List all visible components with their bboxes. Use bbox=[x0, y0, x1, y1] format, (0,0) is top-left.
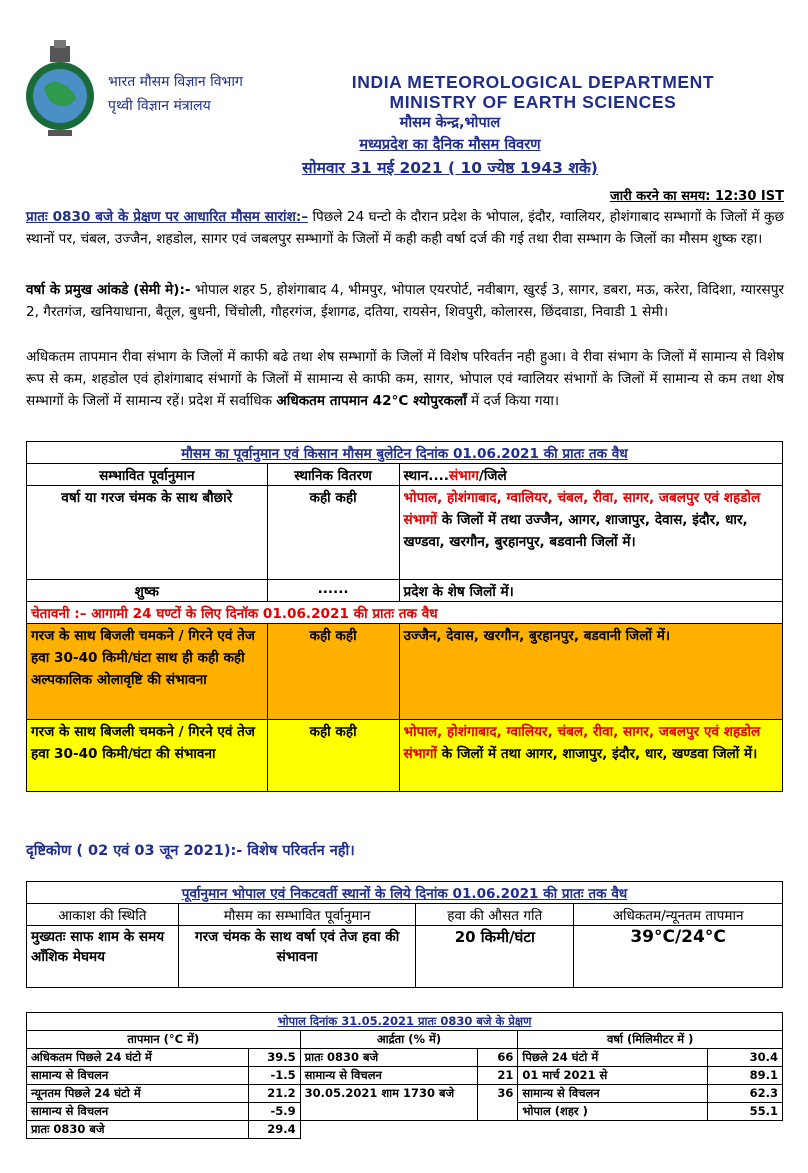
max-temp-label: अधिकतम तापमान 42°C श्योपुरकलाँ bbox=[276, 393, 467, 409]
warn1-text: गरज के साथ बिजली चमकने / गिरने एवं तेज हवा 30-40 किमी/घंटा साथ ही कही कही अल्पकालिक ओलावृष्टि की संभावना bbox=[27, 624, 268, 720]
dept-english: INDIA METEOROLOGICAL DEPARTMENT bbox=[351, 72, 715, 92]
rain-group-header: वर्षा (मिलिमीटर में ) bbox=[518, 1031, 783, 1049]
temperature-paragraph bbox=[26, 346, 784, 412]
humidity-group-header: आर्द्रता (% में) bbox=[300, 1031, 518, 1049]
row2-forecast: शुष्क bbox=[27, 580, 268, 602]
row2-places: प्रदेश के शेष जिलों में। bbox=[399, 580, 782, 602]
obs-row-1-h-label: सामान्य से विचलन bbox=[300, 1067, 478, 1085]
dept-hindi: भारत मौसम विज्ञान विभाग bbox=[108, 74, 243, 90]
warning-title: चेतावनी :– आगामी 24 घण्टों के लिए दिनॉक 01.06.2021 की प्रातः तक वैध bbox=[27, 602, 783, 624]
sky-header: आकाश की स्थिति bbox=[27, 904, 179, 926]
forecast-table-title: मौसम का पूर्वानुमान एवं किसान मौसम बुलेटिन दिनांक 01.06.2021 की प्रातः तक वैध bbox=[27, 442, 783, 464]
obs-row-0-t-val: 39.5 bbox=[248, 1049, 300, 1067]
warn2-distribution: कही कही bbox=[267, 720, 399, 792]
report-date: सोमवार 31 मई 2021 ( 10 ज्येष्ठ 1943 शके) bbox=[302, 159, 598, 177]
obs-row-2-t-val: 21.2 bbox=[248, 1085, 300, 1103]
rain-text: भोपाल शहर 5, होशंगाबाद 4, भीमपुर, भोपाल एयरपोर्ट, नवीबाग, खुरई 3, सागर, डबरा, मऊ, करेरा, विदिशा, ग्यारसपुर 2, गैरतगंज, खनियाधाना, बैतूल, बुधनी, चिंचोली, गौहरगंज, ईशागढ, दतिया, रायसेन, शिवपुरी, कोलारस, छिंदवाडा, निवाडी 1 सेमी। bbox=[26, 282, 784, 320]
obs-row-3-r-val: 55.1 bbox=[708, 1103, 783, 1121]
temp-group-header: तापमान (°C में) bbox=[27, 1031, 301, 1049]
header-right bbox=[318, 72, 748, 112]
obs-row-3-t-label: सामान्य से विचलन bbox=[27, 1103, 249, 1121]
obs-row-2-t-label: न्यूनतम पिछले 24 घंटो में bbox=[27, 1085, 249, 1103]
obs-row-4-t-label: प्रातः 0830 बजे bbox=[27, 1121, 249, 1139]
ministry-hindi: पृथ्वी विज्ञान मंत्रालय bbox=[108, 98, 211, 114]
header-left bbox=[108, 70, 243, 118]
centre-name: मौसम केन्द्र,भोपाल bbox=[399, 115, 501, 131]
warn1-distribution: कही कही bbox=[267, 624, 399, 720]
col-places-a: स्थान.... bbox=[403, 468, 449, 484]
warn2-text: गरज के साथ बिजली चमकने / गिरने एवं तेज हवा 30-40 किमी/घंटा की संभावना bbox=[27, 720, 268, 792]
weather-header: मौसम का सम्भावित पूर्वानुमान bbox=[178, 904, 416, 926]
obs-row-0-h-val: 66 bbox=[478, 1049, 518, 1067]
summary-heading: प्रातः 0830 बजे के प्रेक्षण पर आधारित मौसम सारांश:– bbox=[26, 209, 309, 225]
obs-row-0-r-label: पिछले 24 घंटो में bbox=[518, 1049, 708, 1067]
temp-text: अधिकतम तापमान रीवा संभाग के जिलों में काफी बढे तथा शेष सम्भागों के जिलों में विशेष परिवर्तन नही हुआ। वे रीवा संभाग के जिलों में सामान्य से विशेष रूप से कम, शहडोल एवं होशंगाबाद संभागों के जिलों में सामान्य से काफी कम, सागर, भोपाल एवं ग्वालियर संभागों के जिलों में सामान्य से कम तथा शेष सम्भागों के जिलों में सामान्य रहें। प्रदेश में सर्वाधिक bbox=[26, 349, 784, 409]
obs-row-1-r-val: 89.1 bbox=[708, 1067, 783, 1085]
obs-row-2-r-val: 62.3 bbox=[708, 1085, 783, 1103]
warn1-places: उज्जैन, देवास, खरगौन, बुरहानपुर, बडवानी जिलों में। bbox=[399, 624, 782, 720]
obs-row-2-h-val: 36 bbox=[478, 1085, 518, 1121]
rain-paragraph bbox=[26, 279, 784, 323]
warn2-places bbox=[399, 720, 782, 792]
obs-row-1-r-label: 01 मार्च 2021 से bbox=[518, 1067, 708, 1085]
col-distribution-header: स्थानिक वितरण bbox=[267, 464, 399, 486]
wind-value: 20 किमी/घंटा bbox=[416, 926, 574, 988]
outlook-text: दृष्टिकोण ( 02 एवं 03 जून 2021):- विशेष परिवर्तन नही। bbox=[26, 843, 355, 859]
obs-row-1-t-label: सामान्य से विचलन bbox=[27, 1067, 249, 1085]
ministry-english: MINISTRY OF EARTH SCIENCES bbox=[389, 92, 677, 112]
outlook bbox=[26, 840, 355, 860]
obs-row-0-r-val: 30.4 bbox=[708, 1049, 783, 1067]
bhopal-forecast-table bbox=[26, 881, 783, 988]
obs-row-0-h-label: प्रातः 0830 बजे bbox=[300, 1049, 478, 1067]
temp-value: 39°C/24°C bbox=[574, 926, 783, 988]
warn2-places-black: के जिलों में तथा आगर, शाजापुर, इंदौर, धार, खण्डवा जिलों में। bbox=[436, 746, 758, 762]
row1-places-red: भोपाल, होशंगाबाद, ग्वालियर, चंबल, रीवा, सागर, जबलपुर एवं शहडोल संभागों bbox=[403, 490, 761, 528]
obs-row-4-t-val: 29.4 bbox=[248, 1121, 300, 1139]
obs-row-1-h-val: 21 bbox=[478, 1067, 518, 1085]
report-title: मध्यप्रदेश का दैनिक मौसम विवरण bbox=[359, 137, 541, 153]
sky-value: मुख्यतः साफ शाम के समय आँशिक मेघमय bbox=[27, 926, 179, 988]
rain-heading: वर्षा के प्रमुख आंकडे (सेमी मे):- bbox=[26, 282, 191, 298]
row1-forecast: वर्षा या गरज चंमक के साथ बौछारे bbox=[27, 486, 268, 580]
summary-text: पिछले 24 घन्टो के दौरान प्रदेश के भोपाल, इंदौर, ग्वालियर, होशंगाबाद सम्भागों के जिलों में कुछ स्थानों पर, चंबल, उज्जैन, शहडोल, सागर एवं जबलपुर सम्भागों के जिलों में कही कही वर्षा दर्ज की गई तथा रीवा सम्भाग के जिलों का मौसम शुष्क रहा। bbox=[26, 209, 784, 247]
obs-empty bbox=[300, 1121, 782, 1139]
obs-row-1-t-val: -1.5 bbox=[248, 1067, 300, 1085]
wind-header: हवा की औसत गति bbox=[416, 904, 574, 926]
row2-distribution: ...... bbox=[267, 580, 399, 602]
col-forecast-header: सम्भावित पूर्वानुमान bbox=[27, 464, 268, 486]
row1-distribution: कही कही bbox=[267, 486, 399, 580]
temp-header: अधिकतम/न्यूनतम तापमान bbox=[574, 904, 783, 926]
weather-value: गरज चंमक के साथ वर्षा एवं तेज हवा की संभावना bbox=[178, 926, 416, 988]
temp-tail: में दर्ज किया गया। bbox=[466, 393, 560, 409]
col-places-header bbox=[399, 464, 782, 486]
forecast-table bbox=[26, 441, 783, 792]
issued-time: जारी करने का समय: 12:30 IST bbox=[610, 189, 784, 204]
row1-places bbox=[399, 486, 782, 580]
header-centre-block bbox=[230, 112, 670, 156]
imd-emblem bbox=[20, 38, 100, 138]
summary-paragraph bbox=[26, 206, 784, 250]
obs-row-3-r-label: भोपाल (शहर ) bbox=[518, 1103, 708, 1121]
bhopal-forecast-title: पूर्वानुमान भोपाल एवं निकटवर्ती स्थानों के लिये दिनांक 01.06.2021 की प्रातः तक वैध bbox=[27, 882, 783, 904]
row1-places-black: के जिलों में तथा उज्जैन, आगर, शाजापुर, देवास, इंदौर, धार, खण्डवा, खरगौन, बुरहानपुर, बडवानी जिलों में। bbox=[403, 512, 748, 550]
col-places-b: संभाग bbox=[448, 468, 479, 484]
obs-row-0-t-label: अधिकतम पिछले 24 घंटो में bbox=[27, 1049, 249, 1067]
obs-row-2-r-label: सामान्य से विचलन bbox=[518, 1085, 708, 1103]
observation-table bbox=[26, 1012, 783, 1139]
observation-title: भोपाल दिनांक 31.05.2021 प्रातः 0830 बजे के प्रेक्षण bbox=[27, 1013, 783, 1031]
obs-row-3-t-val: -5.9 bbox=[248, 1103, 300, 1121]
col-places-c: /जिले bbox=[478, 468, 507, 484]
warn2-places-red: भोपाल, होशंगाबाद, ग्वालियर, चंबल, रीवा, सागर, जबलपुर एवं शहडोल संभागों bbox=[403, 724, 761, 762]
obs-row-2-h-label: 30.05.2021 शाम 1730 बजे bbox=[300, 1085, 478, 1121]
